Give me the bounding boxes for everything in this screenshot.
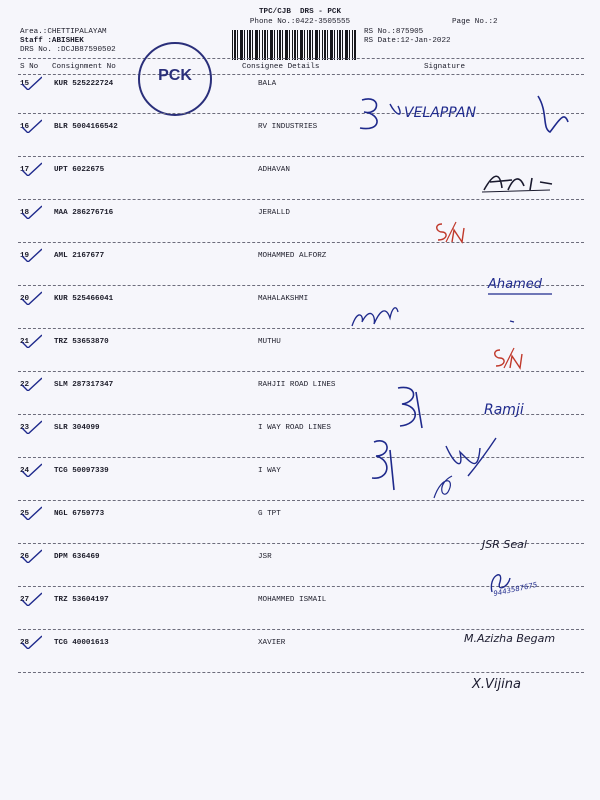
mark-sn-row21: [490, 344, 530, 374]
row-consignment-number: NGL 6759773: [54, 510, 105, 518]
signature-ahamed-text: Ahamed: [488, 277, 543, 292]
signature-xavier-text: X.Vijina: [472, 677, 521, 692]
barcode: [232, 30, 357, 60]
row-serial-number: 28: [20, 639, 30, 647]
row-consignment-number: KUR 525466041: [54, 295, 114, 303]
row-consignee: MAHALAKSHMI: [258, 295, 309, 303]
check-mark-icon: [20, 162, 42, 176]
row-serial-number: 21: [20, 338, 30, 346]
stamp-text: PCK: [158, 67, 192, 84]
col-sno: S No: [20, 63, 39, 71]
row-consignee: JSR: [258, 553, 272, 561]
row-consignment-number: BLR 5004166542: [54, 123, 118, 131]
check-mark-icon: [20, 377, 42, 391]
row-consignee: MOHAMMED ISMAIL: [258, 596, 327, 604]
row-consignee: I WAY: [258, 467, 281, 475]
row-serial-number: 15: [20, 80, 30, 88]
row-consignee: ADHAVAN: [258, 166, 290, 174]
sheet-title: TPC/CJB DRS - PCK: [258, 8, 342, 16]
signature-ramji-text: Ramji: [484, 402, 524, 418]
row-serial-number: 19: [20, 252, 30, 260]
divider: [18, 74, 584, 75]
row-consignee: MOHAMMED ALFORZ: [258, 252, 327, 260]
signature-mark: [508, 316, 518, 326]
check-mark-icon: [20, 291, 42, 305]
mark-sn-row18: [432, 218, 472, 248]
staff-label: Staff :ABISHEK: [20, 37, 84, 45]
signature-velappan: [352, 92, 582, 140]
pck-stamp: [138, 42, 212, 116]
row-consignment-number: MAA 286276716: [54, 209, 114, 217]
row-consignee: RV INDUSTRIES: [258, 123, 318, 131]
row-serial-number: 17: [20, 166, 30, 174]
row-serial-number: 16: [20, 123, 30, 131]
signature-mazizha-text: M.Azizha Begam: [464, 632, 556, 645]
page-number: Page No.:2: [452, 18, 498, 26]
row-consignment-number: AML 2167677: [54, 252, 105, 260]
row-consignee: G TPT: [258, 510, 281, 518]
row-consignment-number: TRZ 53604197: [54, 596, 109, 604]
signature-road-lines: [364, 380, 564, 510]
check-mark-icon: [20, 205, 42, 219]
signature-velappan-text: VELAPPAN: [404, 105, 477, 121]
rs-date: RS Date:12-Jan-2022: [364, 37, 451, 45]
check-mark-icon: [20, 463, 42, 477]
row-consignment-number: TCG 50097339: [54, 467, 109, 475]
signature-jsr-seal-text: JSR Seal: [482, 538, 527, 551]
check-mark-icon: [20, 248, 42, 262]
drs-number: DRS No. :DCJB87590502: [20, 46, 116, 54]
col-signature: Signature: [424, 63, 466, 71]
signature-adhavan: [480, 168, 560, 198]
signature-xavier: [472, 672, 562, 696]
row-consignment-number: KUR 525222724: [54, 80, 114, 88]
row-serial-number: 26: [20, 553, 30, 561]
row-consignee: BALA: [258, 80, 277, 88]
row-consignee: RAHJII ROAD LINES: [258, 381, 336, 389]
row-serial-number: 18: [20, 209, 30, 217]
row-serial-number: 22: [20, 381, 30, 389]
check-mark-icon: [20, 592, 42, 606]
row-consignment-number: TRZ 53653870: [54, 338, 109, 346]
row-consignment-number: TCG 40001613: [54, 639, 109, 647]
col-consignee: Consignee Details: [242, 63, 320, 71]
col-consignment: Consignment No: [52, 63, 116, 71]
signature-jsr: [486, 562, 586, 602]
check-mark-icon: [20, 334, 42, 348]
row-divider: [18, 199, 584, 200]
row-divider: [18, 242, 584, 243]
row-consignment-number: SLM 287317347: [54, 381, 114, 389]
signature-jsr-phone: 9443587675: [492, 580, 538, 598]
row-consignment-number: DPM 636469: [54, 553, 100, 561]
divider: [18, 58, 584, 59]
signature-mahalakshmi: [350, 296, 400, 332]
check-mark-icon: [20, 506, 42, 520]
signature-ismail: [464, 628, 594, 648]
row-divider: [18, 156, 584, 157]
check-mark-icon: [20, 119, 42, 133]
row-serial-number: 27: [20, 596, 30, 604]
check-mark-icon: [20, 549, 42, 563]
row-serial-number: 23: [20, 424, 30, 432]
row-consignee: JERALLD: [258, 209, 290, 217]
row-serial-number: 20: [20, 295, 30, 303]
row-consignee: MUTHU: [258, 338, 281, 346]
row-serial-number: 24: [20, 467, 30, 475]
check-mark-icon: [20, 76, 42, 90]
row-consignment-number: UPT 6022675: [54, 166, 105, 174]
row-serial-number: 25: [20, 510, 30, 518]
check-mark-icon: [20, 635, 42, 649]
row-consignment-number: SLR 304099: [54, 424, 100, 432]
row-consignee: XAVIER: [258, 639, 286, 647]
phone-number: Phone No.:0422-3505555: [249, 18, 351, 26]
row-consignee: I WAY ROAD LINES: [258, 424, 331, 432]
rs-number: RS No.:875905: [364, 28, 424, 36]
row-divider: [18, 328, 584, 329]
signature-jsr-seal: [482, 534, 562, 554]
area-label: Area.:CHETTIPALAYAM: [20, 28, 107, 36]
check-mark-icon: [20, 420, 42, 434]
signature-alforz: [488, 270, 568, 298]
